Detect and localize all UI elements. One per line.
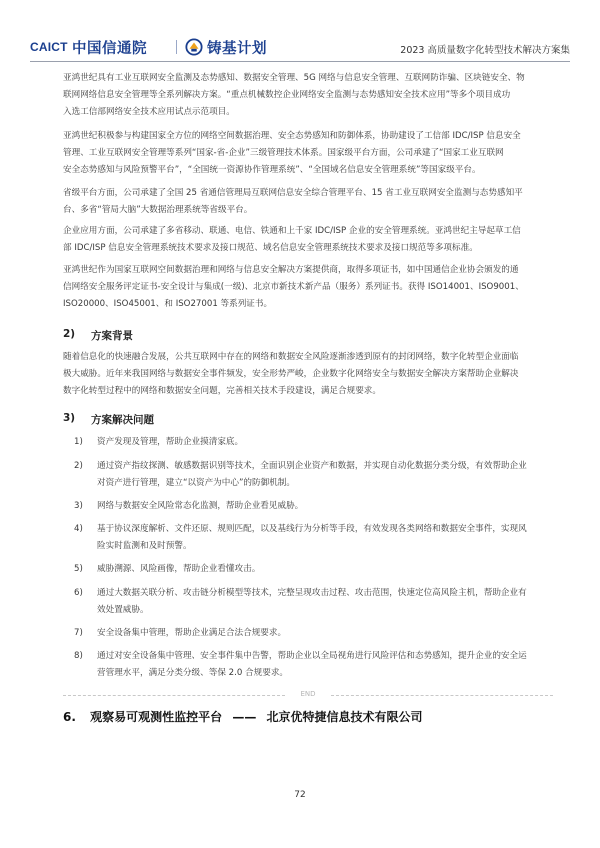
text-line: 资产发现及管理，帮助企业摸清家底。 <box>97 437 244 447</box>
list-item-text <box>97 434 553 451</box>
text-line: 安全态势感知与风险预警平台”，“全国统一资源协作管理系统”、“全国域名信息安全管理系统”等国家级平台。 <box>63 165 481 176</box>
list-item-number: 7) <box>74 628 83 638</box>
list-item-number: 3) <box>74 501 83 511</box>
text-line: 营管理水平，满足分类分级、等保 2.0 合规要求。 <box>97 668 289 679</box>
text-line: 效处置威胁。 <box>97 605 149 616</box>
section-number: 3) <box>63 412 76 424</box>
section-title: 方案解决问题 <box>91 414 154 426</box>
caict-chinese-name: 中国信通院 <box>72 41 147 57</box>
section-number: 2) <box>63 328 76 340</box>
text-line: 管理、工业互联网安全管理等系列“国家-省-企业”三级管理技术体系。国家级平台方面，公司承建了“国家工业互联网 <box>63 148 504 159</box>
list-item-number: 6) <box>74 588 83 598</box>
dashed-line-right <box>331 695 553 696</box>
list-item-number: 5) <box>74 564 83 574</box>
text-line: 信网络安全服务评定证书-安全设计与集成(一级)、北京市新技术新产品（服务）系列证书。获得 ISO14001、ISO9001、 <box>63 282 524 293</box>
list-item-number: 4) <box>74 524 83 534</box>
paragraph-company-overview <box>63 70 553 122</box>
end-marker: END <box>300 690 316 698</box>
list-item-number: 2) <box>74 461 83 471</box>
list-item-text <box>97 585 553 619</box>
paragraph-national-platforms <box>63 128 553 180</box>
header-divider <box>30 61 570 62</box>
section-heading-problems <box>0 412 600 426</box>
zhuji-logo-icon <box>185 38 203 56</box>
text-line: 联网网络信息安全管理等全系列解决方案。“重点机械数控企业网络安全监测与态势感知安全技术应用”等多个项目成功 <box>63 90 511 101</box>
chapter-heading <box>63 708 423 725</box>
text-line: 极大威胁。近年来我国网络与数据安全事件频发，安全形势严峻，企业数字化网络安全与数据安全解决方案帮助企业解决 <box>63 369 519 380</box>
list-item-text <box>97 498 553 515</box>
end-divider <box>63 690 553 700</box>
list-item-text <box>97 458 553 492</box>
list-item-number: 1) <box>74 437 83 447</box>
paragraph-certifications <box>63 262 553 314</box>
list-item-text <box>97 648 553 682</box>
text-line: 网络与数据安全风险常态化监测，帮助企业看见威胁。 <box>97 501 304 511</box>
text-line: 险实时监测和及时预警。 <box>97 541 192 552</box>
chapter-number: 6. <box>63 710 76 724</box>
zhuji-program-name: 铸基计划 <box>207 41 267 57</box>
list-item-text <box>97 561 553 578</box>
list-item <box>63 561 553 578</box>
paragraph-enterprise-applications <box>63 223 553 257</box>
text-line: ISO20000、ISO45001、和 ISO27001 等系列证书。 <box>63 299 273 310</box>
text-line: 基于协议深度解析、文件还原、规则匹配，以及基线行为分析等手段，有效发现各类网络和数据安全事件，实现风 <box>97 524 527 534</box>
text-line: 亚鸿世纪作为国家互联网空间数据治理和网络与信息安全解决方案提供商，取得多项证书，如中国通信企业协会颁发的通 <box>63 265 519 275</box>
section-title: 方案背景 <box>91 330 133 342</box>
paragraph-background <box>63 349 553 401</box>
list-item-text <box>97 625 553 642</box>
text-line: 亚鸿世纪积极参与构建国家全方位的网络空间数据治理、安全态势感知和防御体系，协助建设了工信部 IDC/ISP 信息安全 <box>63 131 521 141</box>
text-line: 通过资产指纹探测、敏感数据识别等技术，全面识别企业资产和数据，并实现自动化数据分类分级，有效帮助企业 <box>97 461 527 471</box>
chapter-dash: —— <box>232 710 257 724</box>
list-item <box>63 458 553 492</box>
text-line: 省级平台方面，公司承建了全国 25 省通信管理局互联网信息安全综合管理平台、15 省工业互联网安全监测与态势感知平 <box>63 188 523 198</box>
list-item-text <box>97 521 553 555</box>
list-item <box>63 625 553 642</box>
list-item <box>63 648 553 682</box>
page-header <box>0 0 600 62</box>
text-line: 部 IDC/ISP 信息安全管理系统技术要求及接口规范、域名信息安全管理系统技术要求及接口规范等多项标准。 <box>63 243 478 254</box>
text-line: 入选工信部网络安全技术应用试点示范项目。 <box>63 107 235 118</box>
list-item <box>63 585 553 619</box>
list-item <box>63 434 553 451</box>
text-line: 台、多省“管局大脑”大数据治理系统等省级平台。 <box>63 205 253 216</box>
page-number: 72 <box>294 790 306 800</box>
document-title: 2023 高质量数字化转型技术解决方案集 <box>400 45 570 56</box>
section-heading-background <box>0 328 600 342</box>
list-item-number: 8) <box>74 651 83 661</box>
chapter-title: 观察易可观测性监控平台 <box>90 710 223 724</box>
text-line: 数字化转型过程中的网络和数据安全问题，完善相关技术手段建设，满足合规要求。 <box>63 386 381 397</box>
list-item <box>63 498 553 515</box>
text-line: 亚鸿世纪具有工业互联网安全监测及态势感知、数据安全管理、5G 网络与信息安全管理、互联网防诈骗、区块链安全、物 <box>63 73 525 83</box>
text-line: 安全设备集中管理，帮助企业满足合法合规要求。 <box>97 628 287 638</box>
text-line: 通过对安全设备集中管理、安全事件集中告警，帮助企业以全局视角进行风险评估和态势感知，提升企业的安全运 <box>97 651 527 661</box>
text-line: 通过大数据关联分析、攻击链分析模型等技术，完整呈现攻击过程、攻击范围，快速定位高风险主机，帮助企业有 <box>97 588 527 598</box>
text-line: 随着信息化的快速融合发展，公共互联网中存在的网络和数据安全风险逐渐渗透到原有的封闭网络，数字化转型企业面临 <box>63 352 519 362</box>
paragraph-provincial-platforms <box>63 185 553 219</box>
text-line: 企业应用方面，公司承建了多省移动、联通、电信、铁通和上千家 IDC/ISP 企业的安全管理系统。亚鸿世纪主导起草工信 <box>63 226 521 236</box>
caict-logo-text: CAICT <box>30 40 68 54</box>
text-line: 威胁溯源、风险画像，帮助企业看懂攻击。 <box>97 564 261 574</box>
text-line: 对资产进行管理，建立“以资产为中心”的防御机制。 <box>97 478 295 489</box>
list-item <box>63 521 553 555</box>
logo-divider <box>176 40 177 54</box>
chapter-company: 北京优特捷信息技术有限公司 <box>266 710 423 724</box>
